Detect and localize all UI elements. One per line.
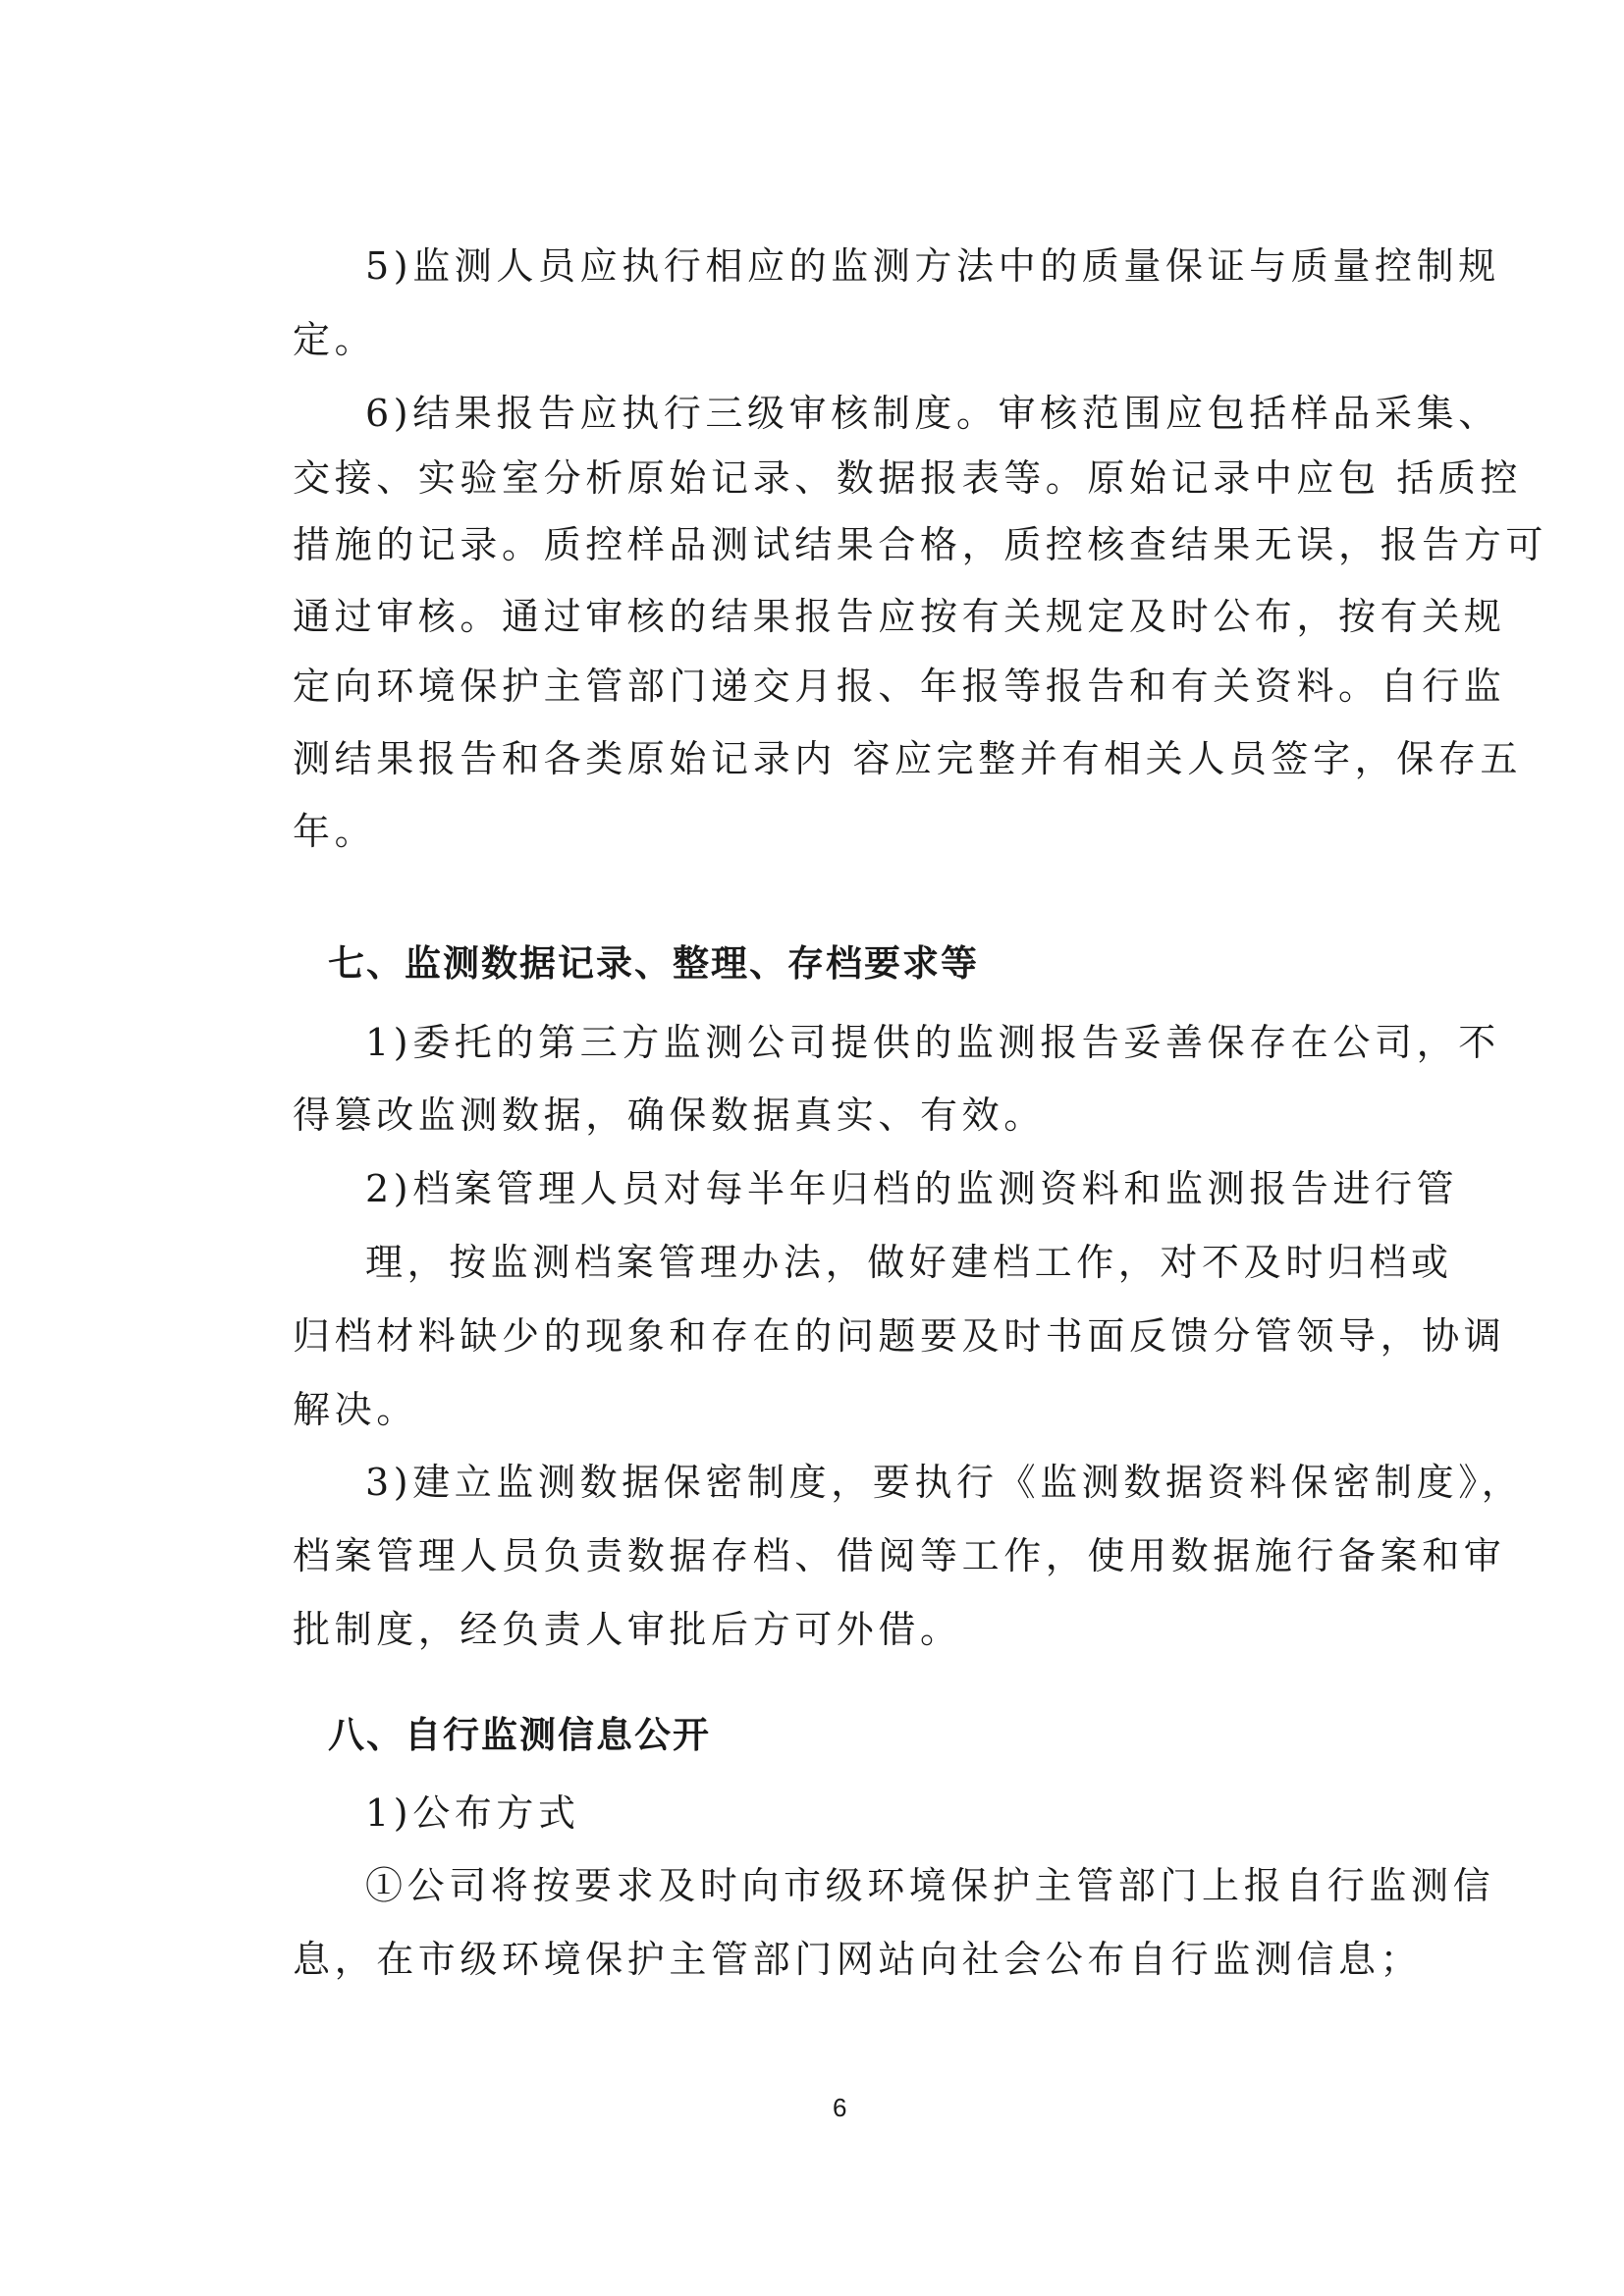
item6-line4: 通过审核。通过审核的结果报告应按有关规定及时公布，按有关规 <box>293 595 1506 638</box>
section8-heading: 八、自行监测信息公开 <box>328 1714 711 1756</box>
section7-item2-line1: 2)档案管理人员对每半年归档的监测资料和监测报告进行管 <box>365 1167 1459 1210</box>
section7-item2-line3: 归档材料缺少的现象和存在的问题要及时书面反馈分管领导，协调 <box>293 1314 1506 1358</box>
item6-line2: 交接、实验室分析原始记录、数据报表等。原始记录中应包 括质控 <box>293 456 1523 500</box>
section7-item2-line4: 解决。 <box>293 1388 418 1431</box>
page-number: 6 <box>833 2093 847 2122</box>
section7-item3-line2: 档案管理人员负责数据存档、借阅等工作，使用数据施行备案和审 <box>293 1534 1506 1577</box>
item6-line3: 措施的记录。质控样品测试结果合格，质控核查结果无误，报告方可 <box>293 523 1548 566</box>
section8-sub1-line1: ①公司将按要求及时向市级环境保护主管部门上报自行监测信 <box>365 1864 1495 1907</box>
item6-line1: 6)结果报告应执行三级审核制度。审核范围应包括样品采集、 <box>365 392 1500 435</box>
section8-item1-line1: 1)公布方式 <box>365 1791 580 1835</box>
section7-item1-line1: 1)委托的第三方监测公司提供的监测报告妥善保存在公司，不 <box>365 1021 1500 1064</box>
item5-line1: 5)监测人员应执行相应的监测方法中的质量保证与质量控制规 <box>365 244 1500 288</box>
item6-line5: 定向环境保护主管部门递交月报、年报等报告和有关资料。自行监 <box>293 665 1506 708</box>
section7-heading: 七、监测数据记录、整理、存档要求等 <box>328 942 979 985</box>
section7-item2-line2: 理，按监测档案管理办法，做好建档工作，对不及时归档或 <box>365 1241 1453 1284</box>
item5-line2: 定。 <box>293 318 377 361</box>
section7-item3-line1: 3)建立监测数据保密制度，要执行《监测数据资料保密制度》， <box>365 1461 1524 1504</box>
item6-line6: 测结果报告和各类原始记录内 容应完整并有相关人员签字，保存五 <box>293 737 1523 780</box>
section7-item1-line2: 得篡改监测数据，确保数据真实、有效。 <box>293 1094 1046 1137</box>
item6-line7: 年。 <box>293 810 377 853</box>
section8-sub1-line2: 息，在市级环境保护主管部门网站向社会公布自行监测信息； <box>293 1938 1423 1981</box>
section7-item3-line3: 批制度，经负责人审批后方可外借。 <box>293 1608 962 1651</box>
